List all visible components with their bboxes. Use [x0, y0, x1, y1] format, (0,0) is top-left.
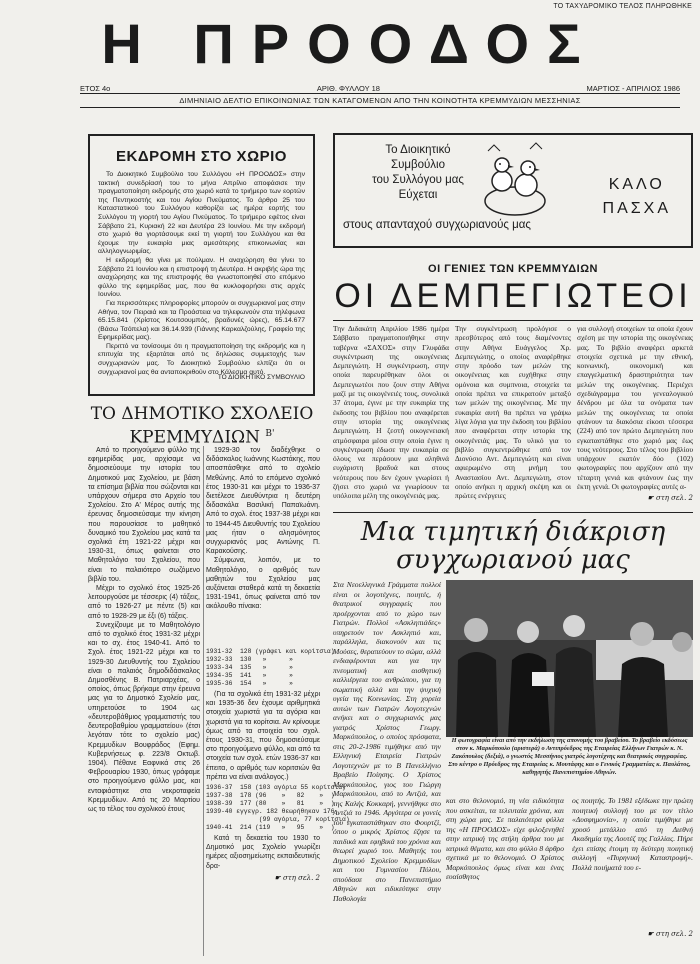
families-text: Την Διδακάτη Απριλίου 1986 ημέρα Σάββατο πραγματοποιήθηκε στην ταβέρνα «ΣΑΧΟΣ» στην Γλυφάδα συγκέντρωση της οικογένειας Δεμπεγιώτη. Η συγκέντρωση, στην οποία παρευρέθηκαν όλοι οι Δεμπεγιωτέοι που ζουν στην Αθήνα μαζί με τις οικογένειές τους, συνολικά 37 άτομα, έγινε με την ευκαιρία της έκδοσης του βιβλίου που αναφέρεται στην ιστορία της οικογένειας Δεμπεγιώτη. Η ζεστή οικογενειακή ατμόσφαιρα μέσα στην οποία έγινε η συγκέντρωση έδωσε την ευκαιρία σε όλους να περάσουν μια αληθινά ευχάριστη βραδυά και στους νεότερους που δεν έχουν γνωρίσει ή ζήσει στο χωριό να γνωρίσουν τα υπόλοιπα μέλη της οικογένειάς μας.	[333, 324, 449, 501]
honor-continued: ☛ στη σελ. 2	[647, 930, 693, 938]
school-stats-table-1: 1931-32 128 (γράφει και κορίτσια) 1932-33 130 » » 1933-34 135 » » 1934-35 141 » » 1935-36 154 » »	[206, 648, 335, 687]
newspaper-masthead: Η ΠΡΟΟΔΟΣ	[101, 12, 599, 75]
school-paragraph: Από το προηγούμενο φύλλο της εφημερίδας μας, αρχίσαμε να δημοσιεύουμε την ιστορία του Δημοτικού μας Σχολείου, με βάση τα επίσημα βιβλία που σώζονται και υπάρχουν σήμερα στο Αρχείο του Σχολείου. Στο Α' Μέρος αυτής της έρευνας δημοσιεύσαμε την κίνηση που παρουσίασε το μαθητικό δυναμικό του Σχολείου μας κατά τα σχολικά έτη 1921-22 μέχρι και 1930-31, όπως φαίνεται στο Μαθητολόγιο του Σχολείου, που είναι το παλαιότερο σωζόμενο βιβλίο του.	[88, 447, 200, 583]
honor-text: Στα Νεοελληνικά Γράμματα πολλοί είναι οι λογοτέχνες, ποιητές, ή θεατρικοί συγγραφείς που προέρχονται από το χώρο των Γιατρών. Πολλοί «Ασκληπιάδες» υπηρετούν τον Ασκληπιό και, παράλληλα, διακονούν και τις Μούσες, θεραπεύουν το σώμα, αλλά ενδιαφέρονται και για την πνευματική και αισθητική καλλιέργεια του ανθρώπου, για τη σωματική αλλά και την ψυχική υγεία της Κοινωνίας. Στη χορεία αυτών των Γιατρών Λογοτεχνών ανήκει και ο συγχωριανός μας γιατρός Χρίστος Γεωργ. Μαρκόπουλος, ο οποίος πρόσφατα, στις 20-2-1986 τιμήθηκε από την Ελληνική Εταιρεία Γιατρών Λογοτεχνών με το Β Πανελλήνιο Βραβείο Ποίησης. Ο Χρίστος Μαρκόπουλος, γιος του Γιώργη Μαρκόπουλου, από το Αντζιά, και της Καλής Κοκκαρή, γεννήθηκε στο Αντζιά το 1946. Αργότερα οι γονείς του εγκαταστάθηκαν στο Φουρτζί, όπου ο μικρός Χρίστος έζησε τα παιδικά και εφηβικά του χρόνια και θεωρεί χωριό του. Μαθητής του Δημοτικού Σχολείου Κρεμμυδίων και του Γυμνασίου Πύλου, σπούδασε στο Πανεπιστήμιο Αθηνών και ειδικεύτηκε στην Παθολογία	[333, 580, 442, 903]
excursion-body	[98, 171, 305, 376]
excursion-signature: ΤΟ ΔΙΟΙΚΗΤΙΚΟ ΣΥΜΒΟΥΛΙΟ	[217, 374, 305, 381]
honor-bottom-left	[446, 796, 564, 956]
families-subtitle: ΟΙ ΓΕΝΙΕΣ ΤΩΝ ΚΡΕΜΜΥΔΙΩΝ	[428, 263, 598, 275]
excursion-paragraph: Το Διοικητικό Συμβούλιο του Συλλόγου «Η ΠΡΟΟΔΟΣ» στην τακτική συνεδρίασή του το μήνα Απρίλιο αποφάσισε την πραγματοποίηση εκδρομής στο χωριό κατά το τριήμερο των εορτών της Πεντηκοστής και του Αγίου Πνεύματος. Το άρθρο 25 του Καταστατικού του Συλλόγου καθορίζει ως ημέρα εορτής του Συλλόγου τη γιορτή του Αγίου Πνεύματος. Το τριήμερο εφέτος είναι Σάββατο 21, Κυριακή 22 και Δευτέρα 23 Ιουνίου. Με την εκδρομή στο χωριό θα γιορτάσουμε εκεί τη γιορτή του Συλλόγου και θα έχουμε την ευκαιρία μιας αμεσότερης επικοινωνίας και αλληλογνωριμίας.	[98, 171, 305, 256]
issue-date: ΜΑΡΤΙΟΣ - ΑΠΡΙΛΙΟΣ 1986	[586, 84, 680, 93]
school-column-1	[88, 446, 200, 956]
postage-paid-notice: ΤΟ ΤΑΧΥΔΡΟΜΙΚΟ ΤΕΛΟΣ ΠΛΗΡΩΘΗΚΕ	[553, 3, 692, 10]
honor-article-title	[333, 518, 693, 574]
excursion-paragraph: Η εκδρομή θα γίνει με πούλμαν. Η αναχώρηση θα γίνει το Σάββατο 21 Ιουνίου και η επιστροφή τη Δευτέρα. Η ακριβής ώρα της αναχώρησης και της επιστροφής θα γνωστοποιηθεί στο επόμενο φύλλο της εφημερίδας μας, που θα κυκλοφορήσει στις αρχές Ιουνίου.	[98, 256, 305, 299]
header-divider-bottom	[80, 107, 680, 108]
school-paragraph: Σύμφωνα, λοιπόν, με το Μαθητολόγιο, ο αριθμός των μαθητών του Σχολείου μας αυξάνεται σταθερά κατά τη δεκαετία 1931-1941, όπως φαίνεται από τον ακόλουθο πίνακα:	[206, 557, 320, 611]
newspaper-subtitle: ΔΙΜΗΝΙΑΙΟ ΔΕΛΤΙΟ ΕΠΙΚΟΙΝΩΝΙΑΣ ΤΩΝ ΚΑΤΑΓΟΜΕΝΩΝ ΑΠΟ ΤΗΝ ΚΟΙΝΟΤΗΤΑ ΚΡΕΜΜΥΔΙΩΝ ΜΕΣΣΗΝΙΑΣ	[179, 96, 581, 105]
excursion-title: ΕΚΔΡΟΜΗ ΣΤΟ ΧΩΡΙΟ	[116, 148, 287, 165]
award-photo-image	[446, 580, 693, 737]
honor-bottom-right	[572, 796, 693, 956]
families-continued: ☛ στη σελ. 2	[647, 494, 693, 502]
honor-text: και στο θελονομιό, τη νέα ειδικότητα που ασκείται, τα τελευταία χρόνια, και στη χώρα μας. Σε παλαιότερα φύλλα της «Η ΠΡΟΟΔΟΣ» είχε φιλοξενηθεί στην ιατρική της στήλη άρθρα του με ιατρικά θέματα, και στο φύλλο 8 άρθρο σχετικά με το θελονομιό. Ο Χρίστος Μαρκόπουλος όμως είναι και ένας ευαίσθητος	[446, 796, 564, 881]
easter-wish-line-2: ΠΑΣΧΑ	[602, 200, 671, 217]
header-divider	[80, 93, 680, 94]
school-paragraph: (Για τα σχολικά έτη 1931-32 μέχρι και 1935-36 δεν έχουμε αριθμητικά στοιχεία χωριστά για τα αγόρια και χωριστά για τα κορίτσια. Αν κρίνουμε όμως από τα στοιχεία του σχολ. έτους 1930-31, που δημοσιεύσαμε στο προηγούμενο φύλλο, και από τα στοιχεία των σχολ. ετών 1936-37 και έπειτα, ο αριθμός των κοριτσιών θα πρέπει να είναι ανάλογος.)	[206, 691, 320, 781]
families-text: Την συγκέντρωση προλόγισε ο πρεσβύτερος από τους διαμένοντες στην Αθήνα Ευάγγελος Χρ. Δεμπεγιώτης, ο οποίος αναφέρθηκε στην πρόοδο των μελών της οικογένειας και ευχήθηκε στην ομόνοια και συμπνοια, στοιχεία τα οποία πρέπει να επικρατούν μεταξύ των μελών της οικογένειας. Με την ευκαιρία αυτή θα πρέπει να γράψω λίγα λόγια για την έκδοση του βιβλίου που αναφέρεται στην ιστορία της οικογένειάς μας. Το υλικό για το βιβλίο συγκεντρώθηκε από τον Διονύσιο Αντ. Δεμπεγιώτη και είναι αφιερωμένο στη μνήμη του Αναστασίου Αντ. Δεμπεγιώτη, στον οποίο ανήκει η αρχική σκέψη και οι πρώτες ενέργειες	[455, 324, 571, 501]
easter-chicks-illustration	[480, 141, 550, 219]
school-paragraph: Κατά τη δεκαετία του 1930 το Δημοτικό μας Σχολείο γνωρίζει ημέρες αξιοσημείωτης εκπαιδευτικής δρα-	[206, 835, 320, 870]
honor-title-line-2: συγχωριανού μας	[396, 545, 630, 575]
families-text: για συλλογή στοιχείων τα οποία έχουν σχέση με την ιστορία της οικογένειας μας. Το βιβλίο αναφέρει αρκετά στοιχεία σχετικά με την εθνική, κοινωνική, οικονομική και επαγγελματική δραστηριότητα των μελών της οικογένειας. Περιέχει σχεδιάγραμμα του γενεαλογικού δένδρου με όλα τα ονόματα των μελών της οικογένειας τα οποία φτάνουν τα διακόσια είκοσι τέσσερα (224) από τον πρώτο Δεμπεγιώτη που εγκαταστάθηκε στο χωριό μας έως τους νεότερους. Στο τέλος του βιβλίου υπάρχουν εκατόν δύο (102) φωτογραφίες που αρχίζουν από την τέταρτη γενιά και φτάνουν έως την έκτη γενιά. Οι φωτογραφίες αυτές α-	[577, 324, 693, 492]
greeting-line: του Συλλόγου μας	[372, 174, 464, 186]
issue-number: ΑΡΙΘ. ΦΥΛΛΟΥ 18	[316, 84, 380, 93]
greeting-line: Εύχεται	[398, 189, 438, 201]
school-column-2	[206, 446, 350, 956]
easter-wish	[603, 173, 671, 221]
school-part: Β'	[265, 429, 275, 439]
issue-info-bar	[80, 84, 680, 93]
easter-wish-line-1: ΚΑΛΟ	[608, 176, 665, 193]
excursion-article	[88, 134, 315, 396]
families-divider	[333, 320, 693, 321]
school-paragraph: Μέχρι το σχολικό έτος 1925-26 λειτουργούσε με τέσσερις (4) τάξεις, από το 1926-27 με πέντε (5) και από το 1928-29 με έξι (6) τάξεις.	[88, 585, 200, 620]
greeting-line: Το Διοικητικό	[385, 144, 451, 156]
easter-greeting-box	[333, 133, 693, 248]
issue-year: ΕΤΟΣ 4ο	[80, 84, 111, 93]
school-paragraph: Συνεχίζουμε με το Μαθητολόγιο από το σχολικό έτος 1931-32 μέχρι και το σχ. έτος 1940-41. Από το Σχολ. έτος 1921-22 μέχρι και το 1929-30 Διευθυντής του Σχολείου είναι ο παλαιός δημοδιδάσκαλος Δημοσθένης Β. Πατριαρχέας, ο οποίος, όπως βρήκαμε στην έρευνα μας για το Δημοτικό Σχολείο μας, υπηρετούσε το 1904 ως «δευτεροβάθμιος γραμματιστής του δευτεροβαθμίου γραμματείου» (έτσι λεγόταν τότε το σχολείο μας) Κρεμμυδίων Βουφράδος (Εφημ. Κυβερνήσεως φ. 223/8 Οκτωβ. 1904). Πέθανε Εαφνικά στις 26 Φεβρουαρίου 1930, όπως γράφαμε στο προηγούμενο φύλλο μας, και ενταφιάστηκε στα νεκροταφεία Κρεμμυδίων. Από τις 20 Μαρτίου ως το τέλος του σχολικού έτους	[88, 621, 200, 813]
families-column-1	[333, 324, 449, 504]
award-photo-caption: Η φωτογραφία είναι από την εκδήλωση της απονομής του βραβείου. Το βραβείο εκδόσεως στον κ. Μαρκόπουλο (αριστερά) ο Αντιπρόεδρος της Εταιρείας Ελλήνων Γιατρών κ. Ν. Ζακόπουλος (δεξιά), ο γνωστός Μεσσήνιος γιατρός λογοτέχνης και θεατρικός συγγραφέας. Στο κέντρο ο Πρόεδρος της Εταιρείας κ. Μουτάφης και ο Γενικός Γραμματέας κ. Παυλάτος, καθηγητής Πανεπιστημίου Αθηνών.	[448, 737, 691, 776]
families-column-3	[577, 324, 693, 510]
excursion-paragraph: Περιττό να τονίσουμε ότι η πραγματοποίηση της εκδρομής και η επιτυχία της εξαρτάται από τις δηλώσεις συμμετοχής των συγχωριανών μας. Το Διοικητικό Συμβούλιο ελπίζει ότι οι συγχωριανοί μας θα ανταποκριθούν στο Κάλεσμα αυτό.	[98, 342, 305, 376]
families-title: ΟΙ ΔΕΜΠΕΓΙΩΤΕΟΙ	[334, 277, 692, 315]
excursion-paragraph: Για περισσότερες πληροφορίες μπορούν οι συγχωριανοί μας στην Αθήνα, τον Πειραιά και τα Προάστεια να τηλεφωνούν στα τηλέφωνα 65.15.841 (Χρίστος Κουτσουμπός, βραδυνές ώρες), 65.14.677 (Βάσω Τσόπελα) και 36.14.939 (Γιάννης Καρκαλζούλης, Γραφείο της Εφημερίδας μας).	[98, 299, 305, 342]
honor-title-line-1: Μια τιμητική διάκριση	[360, 517, 666, 547]
school-paragraph: 1929-30 τον διαδέχθηκε ο διδάσκαλος Ιωάννης Κωστάκης, που αποσπάσθηκε από το σχολείο Μεθώνης. Από το επόμενο σχολικό έτος 1930-31 και μέχρι το 1936-37 διετέλεσε Διευθύντρια η δευτέρη διδασκάλα Βασιλική Παπαϊωάνη. Από το σχολ. έτος 1937-38 μέχρι και το 1944-45 Διευθυντής του Σχολείου μας ήταν ο αλησμόνητος συγχωριανός μας Αντώνης Π. Καρακούσης.	[206, 447, 320, 556]
section-divider	[333, 512, 693, 513]
school-title: ΤΟ ΔΗΜΟΤΙΚΟ ΣΧΟΛΕΙΟ ΚΡΕΜΜΥΔΙΩΝ	[90, 404, 314, 448]
families-column-2	[455, 324, 571, 504]
award-ceremony-photo	[446, 580, 693, 737]
school-article-title	[88, 404, 316, 448]
column-divider	[203, 446, 204, 956]
greeting-last-line: στους απανταχού συγχωριανούς μας	[343, 219, 531, 231]
honor-left-column	[333, 580, 442, 903]
school-continued: ☛ στη σελ. 2	[274, 874, 320, 882]
greeting-line: Συμβούλιο	[390, 159, 446, 171]
greeting-lines	[343, 143, 493, 203]
honor-text: ος ποιητής. Το 1981 εξέδωκε την πρώτη ποιητική συλλογή του με τον τίτλο «Δυσφημονία», η οποία τιμήθηκε με χρυσό μετάλλιο από τη Διεθνή Ακαδημία της Λουτέζ της Γαλλίας. Πήρε έχει επίσης έτοιμη τη δεύτερη ποιητική συλλογή «Πυρηνική Καταστροφή». Πολλά ποιήματά του ε-	[572, 796, 693, 872]
school-stats-table-2: 1936-37 158 (103 αγόρια 55 κορίτσια) 1937-38 178 (96 » 82 » ) 1938-39 177 (80 » 81 » ) 1939-40 εγγεγρ. 182 θεωρήθηκαν 176 (99 αγόρια, 77 κορίτσια) 1940-41 214 (119 » 95 » )	[206, 784, 350, 831]
